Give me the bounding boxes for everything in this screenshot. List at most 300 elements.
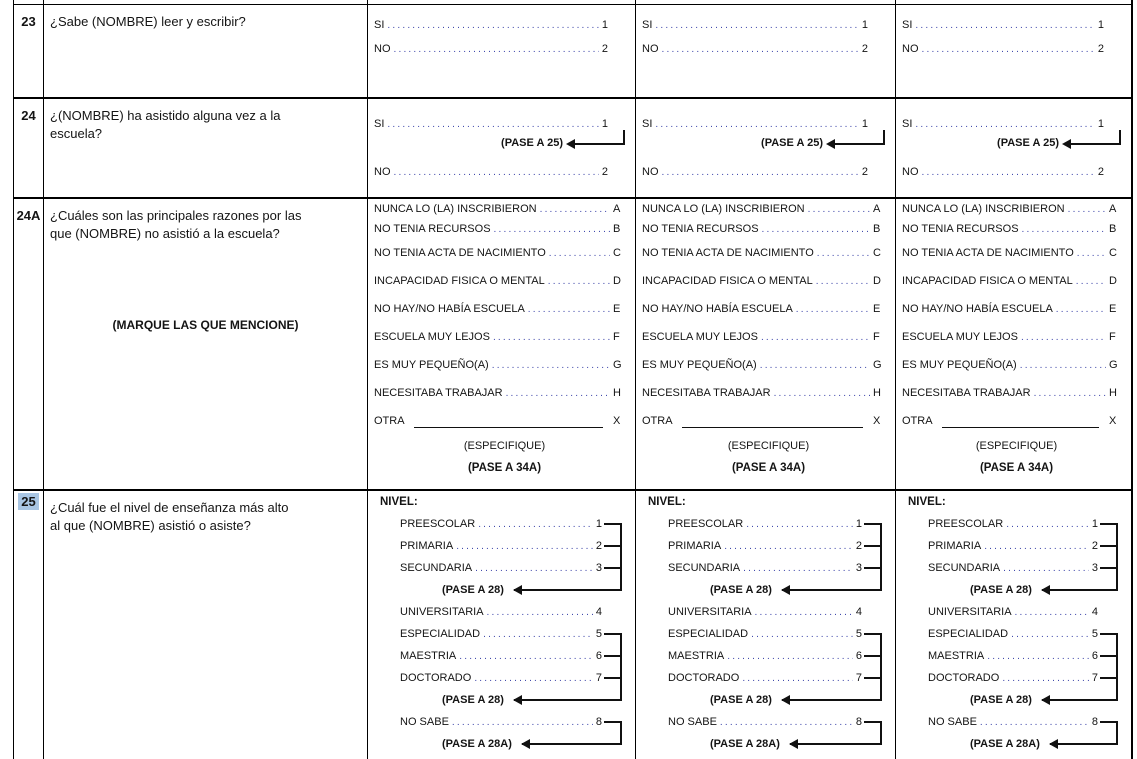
option-code: 8 [1091, 716, 1098, 728]
option-label: UNIVERSITARIA [928, 606, 1012, 618]
option-row [374, 267, 635, 295]
dot-leader [548, 268, 610, 296]
option-code: 1 [861, 19, 868, 31]
option-label: NIVEL: [648, 496, 686, 508]
dot-leader [980, 712, 1089, 734]
option-label: PRIMARIA [928, 540, 982, 552]
dot-leader [662, 38, 859, 62]
skip-bracket [880, 524, 882, 590]
option-label: OTRA [642, 415, 673, 427]
option-code: 2 [1091, 540, 1098, 552]
option-code: D [873, 275, 881, 287]
option-label: NUNCA LO (LA) INSCRIBIERON [902, 203, 1065, 215]
goto-arrow [1042, 699, 1118, 701]
option-row [902, 295, 1131, 323]
option-label: (PASE A 28A) [970, 738, 1040, 750]
option-row [374, 733, 635, 755]
write-in-line [942, 427, 1099, 428]
q25-number [13, 489, 44, 759]
dot-leader [662, 161, 859, 185]
dot-leader [1020, 352, 1106, 380]
option-label: INCAPACIDAD FISICA O MENTAL [374, 275, 545, 287]
option-code: 3 [855, 562, 862, 574]
option-code: G [1109, 359, 1118, 371]
q25-response-col1 [368, 489, 636, 759]
dot-leader [1003, 558, 1089, 580]
option-code: X [1109, 415, 1117, 427]
dot-leader [549, 240, 610, 268]
option-label: NO HAY/NO HABÍA ESCUELA [902, 303, 1053, 315]
option-label: NO TENIA ACTA DE NACIMIENTO [374, 247, 546, 259]
option-label: SI [642, 118, 653, 130]
option-label: ESCUELA MUY LEJOS [642, 331, 758, 343]
q24a-option-list [374, 199, 635, 435]
goto-arrow [1042, 589, 1118, 591]
option-row [374, 623, 635, 645]
q24-question-cell [44, 97, 368, 197]
option-row [642, 711, 895, 733]
option-label: NO SABE [668, 716, 717, 728]
option-row [902, 535, 1131, 557]
dot-leader [817, 240, 870, 268]
dot-leader [1068, 200, 1106, 220]
option-row [902, 351, 1131, 379]
option-row [642, 239, 895, 267]
dot-leader [394, 161, 599, 185]
option-label: (PASE A 28) [442, 584, 504, 596]
dot-leader [459, 646, 593, 668]
option-row [902, 379, 1131, 407]
arrowhead-icon [1062, 139, 1071, 149]
option-code: E [1109, 303, 1117, 315]
option-row [902, 160, 1131, 184]
arrowhead-icon [566, 139, 575, 149]
option-row [642, 733, 895, 755]
dot-leader [742, 668, 853, 690]
dot-leader [474, 668, 593, 690]
option-code: 2 [601, 166, 608, 178]
option-label: NO HAY/NO HABÍA ESCUELA [642, 303, 793, 315]
option-label: NO TENIA RECURSOS [642, 223, 759, 235]
option-label: NUNCA LO (LA) INSCRIBIERON [374, 203, 537, 215]
arrowhead-icon [781, 585, 790, 595]
q23-question-cell [44, 4, 368, 97]
arrowhead-icon [1041, 695, 1050, 705]
dot-leader [984, 536, 1089, 558]
option-code: 6 [1091, 650, 1098, 662]
option-row [902, 219, 1131, 239]
dot-leader [506, 380, 610, 408]
option-code: X [873, 415, 881, 427]
option-label: SECUNDARIA [400, 562, 473, 574]
goto-arrow [790, 743, 882, 745]
option-row [374, 239, 635, 267]
option-label: PREESCOLAR [668, 518, 744, 530]
specify-note: (ESPECIFIQUE) [463, 440, 546, 452]
option-label: NO [902, 43, 919, 55]
arrowhead-icon [826, 139, 835, 149]
option-label: PREESCOLAR [928, 518, 1004, 530]
arrowhead-icon [789, 739, 798, 749]
skip-bracket [620, 634, 622, 700]
option-row [902, 689, 1131, 711]
dot-leader [1076, 268, 1106, 296]
option-code: 1 [1097, 19, 1104, 31]
option-label: SI [642, 19, 653, 31]
option-row [642, 407, 895, 435]
option-label: DOCTORADO [928, 672, 1000, 684]
option-label: NO [374, 166, 391, 178]
dot-leader [1077, 240, 1106, 268]
q24a-question-cell [44, 197, 368, 489]
option-code: 2 [861, 166, 868, 178]
option-code: 2 [861, 43, 868, 55]
option-row [902, 13, 1131, 37]
option-row [374, 667, 635, 689]
dot-leader [808, 200, 870, 220]
skip-bracket [1116, 634, 1118, 700]
skip-arrow [1064, 130, 1121, 145]
option-label: (PASE A 28) [710, 694, 772, 706]
dot-leader [922, 161, 1095, 185]
dot-leader [1006, 514, 1089, 536]
option-code: 5 [595, 628, 602, 640]
dot-leader [727, 646, 853, 668]
question-number: 24A [16, 208, 41, 223]
option-code: 8 [595, 716, 602, 728]
question-number: 24 [21, 108, 36, 123]
dot-leader [655, 14, 858, 38]
skip-arrow [828, 130, 885, 145]
option-label: MAESTRIA [400, 650, 457, 662]
arrowhead-icon [513, 695, 522, 705]
option-label: NO SABE [400, 716, 449, 728]
q23-response-col2 [636, 4, 896, 97]
option-row [374, 645, 635, 667]
q24a-response-col2 [636, 197, 896, 489]
option-row [902, 711, 1131, 733]
option-row [642, 579, 895, 601]
option-row [642, 513, 895, 535]
option-code: 1 [595, 518, 602, 530]
option-code: 1 [1091, 518, 1098, 530]
dot-leader [915, 14, 1094, 38]
option-label: (PASE A 28) [970, 584, 1032, 596]
skip-instruction: (PASE A 25) [501, 137, 563, 149]
dot-leader [761, 324, 870, 352]
q24a-response-col1 [368, 197, 636, 489]
option-label: NECESITABA TRABAJAR [374, 387, 503, 399]
option-code: A [1109, 203, 1117, 215]
option-row [374, 491, 635, 513]
option-label: NO [902, 166, 919, 178]
option-code: H [1109, 387, 1117, 399]
dot-leader [743, 558, 853, 580]
option-label: INCAPACIDAD FISICA O MENTAL [902, 275, 1073, 287]
option-label: (PASE A 28) [710, 584, 772, 596]
option-code: 7 [855, 672, 862, 684]
option-label: NO TENIA RECURSOS [374, 223, 491, 235]
arrowhead-icon [1049, 739, 1058, 749]
skip-bracket [880, 722, 882, 744]
option-code: A [613, 203, 621, 215]
option-label: ESCUELA MUY LEJOS [902, 331, 1018, 343]
option-code: 2 [601, 43, 608, 55]
q25-response-col2 [636, 489, 896, 759]
option-code: 1 [855, 518, 862, 530]
option-row [902, 601, 1131, 623]
option-label: SI [374, 118, 385, 130]
arrowhead-icon [513, 585, 522, 595]
option-row [642, 623, 895, 645]
option-row [374, 513, 635, 535]
option-label: NO TENIA RECURSOS [902, 223, 1019, 235]
option-label: SECUNDARIA [928, 562, 1001, 574]
option-label: SI [902, 19, 913, 31]
option-row [902, 667, 1131, 689]
goto-arrow [1050, 743, 1118, 745]
dot-leader [452, 712, 593, 734]
option-label: ESPECIALIDAD [400, 628, 481, 640]
option-code: 2 [1097, 43, 1104, 55]
option-row [374, 535, 635, 557]
dot-leader [528, 296, 610, 324]
dot-leader [1021, 324, 1106, 352]
option-label: ESPECIALIDAD [928, 628, 1009, 640]
option-row [902, 513, 1131, 535]
option-label: ESPECIALIDAD [668, 628, 749, 640]
dot-leader [475, 558, 593, 580]
option-row [902, 267, 1131, 295]
option-label: DOCTORADO [668, 672, 740, 684]
dot-leader [762, 220, 870, 240]
dot-leader [1056, 296, 1106, 324]
option-row [642, 219, 895, 239]
option-label: NO TENIA ACTA DE NACIMIENTO [902, 247, 1074, 259]
arrowhead-icon [781, 695, 790, 705]
goto-arrow [514, 699, 622, 701]
option-row [642, 199, 895, 219]
option-code: 2 [595, 540, 602, 552]
option-label: ESCUELA MUY LEJOS [374, 331, 490, 343]
option-row [642, 535, 895, 557]
option-code: 7 [1091, 672, 1098, 684]
dot-leader [394, 38, 599, 62]
question-text: ¿(NOMBRE) ha asistido alguna vez a la escuela? [50, 108, 281, 142]
dot-leader [456, 536, 593, 558]
option-label: (PASE A 28A) [710, 738, 780, 750]
option-row [374, 160, 635, 184]
option-row [642, 323, 895, 351]
option-row [374, 557, 635, 579]
option-row [902, 407, 1131, 435]
option-label: NO HAY/NO HABÍA ESCUELA [374, 303, 525, 315]
option-label: NO SABE [928, 716, 977, 728]
skip-bracket [620, 722, 622, 744]
option-label: ES MUY PEQUEÑO(A) [902, 359, 1017, 371]
option-label: PRIMARIA [400, 540, 454, 552]
option-row [374, 323, 635, 351]
q24a-response-col3 [896, 197, 1133, 489]
option-label: NIVEL: [380, 496, 418, 508]
option-row [374, 407, 635, 435]
option-code: 2 [855, 540, 862, 552]
q23-response-col1 [368, 4, 636, 97]
option-row [902, 579, 1131, 601]
option-row [374, 579, 635, 601]
skip-instruction: (PASE A 34A) [467, 462, 542, 474]
option-code: 2 [1097, 166, 1104, 178]
q23-response-col3 [896, 4, 1133, 97]
q24a-option-list [642, 199, 895, 435]
option-code: 4 [595, 606, 602, 618]
q24-response-col2 [636, 97, 896, 197]
interviewer-instruction: (MARQUE LAS QUE MENCIONE) [112, 318, 299, 332]
option-label: INCAPACIDAD FISICA O MENTAL [642, 275, 813, 287]
q24-response-col3 [896, 97, 1133, 197]
q25-option-list [902, 491, 1131, 755]
dot-leader [760, 352, 870, 380]
option-row [642, 379, 895, 407]
dot-leader [492, 352, 610, 380]
option-code: F [873, 331, 880, 343]
option-label: DOCTORADO [400, 672, 472, 684]
option-code: 5 [1091, 628, 1098, 640]
arrowhead-icon [521, 739, 530, 749]
option-row [374, 351, 635, 379]
dot-leader [746, 514, 853, 536]
q24-response-col1 [368, 97, 636, 197]
dot-leader [987, 646, 1089, 668]
option-code: G [613, 359, 622, 371]
option-label: PREESCOLAR [400, 518, 476, 530]
q24a-number [13, 197, 44, 489]
option-code: 3 [595, 562, 602, 574]
dot-leader [816, 268, 870, 296]
option-row [902, 557, 1131, 579]
option-row [374, 295, 635, 323]
option-code: 5 [855, 628, 862, 640]
option-row [902, 645, 1131, 667]
option-row [374, 199, 635, 219]
option-label: OTRA [902, 415, 933, 427]
questionnaire-table [13, 0, 1133, 759]
option-code: A [873, 203, 881, 215]
option-row [642, 295, 895, 323]
skip-bracket [1116, 524, 1118, 590]
option-label: NO [642, 166, 659, 178]
option-row [902, 323, 1131, 351]
option-label: NO TENIA ACTA DE NACIMIENTO [642, 247, 814, 259]
dot-leader [1034, 380, 1106, 408]
q24a-option-list [902, 199, 1131, 435]
option-label: OTRA [374, 415, 405, 427]
skip-bracket [880, 634, 882, 700]
option-label: (PASE A 28) [442, 694, 504, 706]
option-label: UNIVERSITARIA [400, 606, 484, 618]
option-label: (PASE A 28A) [442, 738, 512, 750]
q23-number [13, 4, 44, 97]
dot-leader [478, 514, 593, 536]
skip-instruction: (PASE A 34A) [731, 462, 806, 474]
dot-leader [387, 14, 598, 38]
specify-note: (ESPECIFIQUE) [975, 440, 1058, 452]
skip-arrow [568, 130, 625, 145]
skip-bracket [1116, 722, 1118, 744]
option-code: B [613, 223, 621, 235]
dot-leader [755, 602, 853, 624]
option-row [642, 37, 895, 61]
option-label: MAESTRIA [668, 650, 725, 662]
q25-question-cell [44, 489, 368, 759]
dot-leader [487, 602, 593, 624]
option-code: F [1109, 331, 1116, 343]
dot-leader [720, 712, 853, 734]
option-row [902, 733, 1131, 755]
option-row [642, 667, 895, 689]
option-row [374, 711, 635, 733]
dot-leader [724, 536, 853, 558]
option-code: H [873, 387, 881, 399]
option-row [642, 160, 895, 184]
option-label: NECESITABA TRABAJAR [642, 387, 771, 399]
option-code: 7 [595, 672, 602, 684]
option-row [902, 491, 1131, 513]
option-row [902, 37, 1131, 61]
option-row [902, 199, 1131, 219]
option-row [642, 645, 895, 667]
q24-number [13, 97, 44, 197]
option-row [374, 219, 635, 239]
option-code: B [1109, 223, 1117, 235]
option-label: NECESITABA TRABAJAR [902, 387, 1031, 399]
option-row [374, 379, 635, 407]
dot-leader [1022, 220, 1106, 240]
goto-arrow [782, 699, 882, 701]
option-code: C [1109, 247, 1117, 259]
option-row [642, 491, 895, 513]
option-label: ES MUY PEQUEÑO(A) [374, 359, 489, 371]
option-label: MAESTRIA [928, 650, 985, 662]
dot-leader [483, 624, 593, 646]
q25-option-list [642, 491, 895, 755]
option-code: H [613, 387, 621, 399]
dot-leader [774, 380, 870, 408]
option-code: B [873, 223, 881, 235]
option-code: 4 [855, 606, 862, 618]
option-row [642, 557, 895, 579]
option-code: 3 [1091, 562, 1098, 574]
skip-bracket [620, 524, 622, 590]
option-code: G [873, 359, 882, 371]
option-code: E [873, 303, 881, 315]
goto-arrow [782, 589, 882, 591]
dot-leader [1011, 624, 1089, 646]
skip-instruction: (PASE A 34A) [979, 462, 1054, 474]
option-row [642, 351, 895, 379]
option-label: NO [374, 43, 391, 55]
option-row [374, 37, 635, 61]
option-row [902, 623, 1131, 645]
option-label: ES MUY PEQUEÑO(A) [642, 359, 757, 371]
question-number: 23 [21, 14, 36, 29]
option-code: F [613, 331, 620, 343]
option-row [374, 601, 635, 623]
option-label: NUNCA LO (LA) INSCRIBIERON [642, 203, 805, 215]
dot-leader [540, 200, 610, 220]
option-row [374, 689, 635, 711]
option-label: SECUNDARIA [668, 562, 741, 574]
